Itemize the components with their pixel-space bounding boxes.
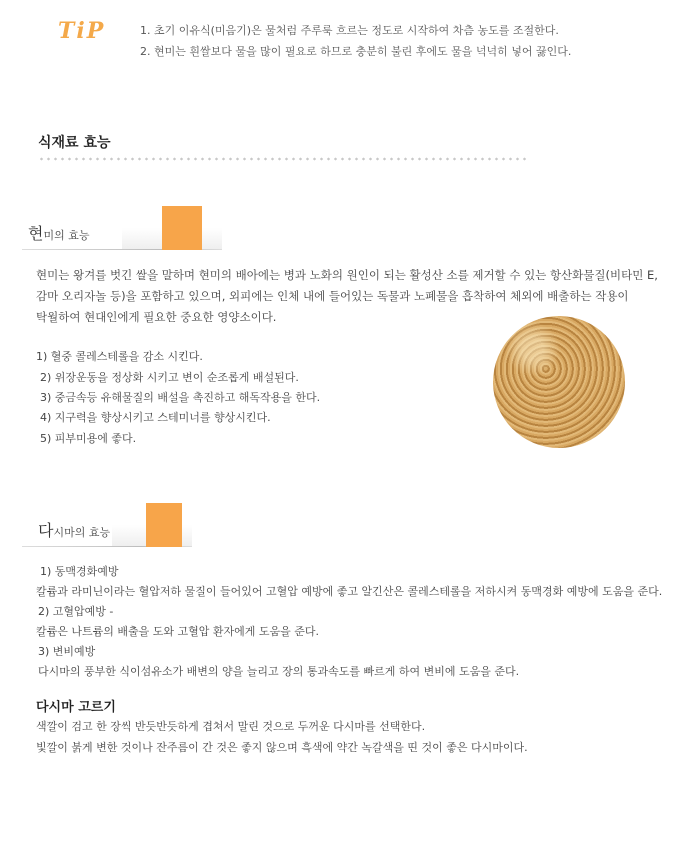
benefit-item: 2) 위장운동을 정상화 시키고 변이 순조롭게 배설된다. [40, 371, 299, 384]
kelp-line: 3) 변비예방 [38, 645, 96, 658]
kelp-choose-title: 다시마 고르기 [36, 700, 116, 715]
kelp-heading [22, 503, 192, 547]
benefit-item: 4) 지구력을 향상시키고 스테미너를 향상시킨다. [40, 411, 271, 424]
paragraph-line: 현미는 왕겨를 벗긴 쌀을 말하며 현미의 배아에는 병과 노화의 원인이 되는 활성산 소를 제거할 수 있는 항산화물질(비타민 E, [36, 268, 658, 282]
tip-logo: TiP [58, 18, 106, 44]
kelp-line: 칼륨과 라미닌이라는 혈압저하 물질이 들어있어 고혈압 예방에 좋고 알긴산은 콜레스테롤을 저하시켜 동맥경화 예방에 도움을 준다. [36, 585, 663, 598]
heading-orange-square [162, 206, 202, 250]
heading-initial: 현 [28, 224, 44, 243]
brown-rice-heading-label [28, 221, 89, 244]
kelp-line: 칼륨은 나트륨의 배출을 도와 고혈압 환자에게 도움을 준다. [36, 625, 319, 638]
section-title: 식재료 효능 [38, 135, 111, 151]
paragraph-line: 탁월하여 현대인에게 필요한 중요한 영양소이다. [36, 310, 277, 324]
tip-line-1: 1. 초기 이유식(미음기)은 물처럼 주루룩 흐르는 정도로 시작하여 차츰 농도를 조절한다. [140, 24, 559, 37]
heading-rest: 시마의 효능 [53, 526, 111, 539]
heading-rest: 미의 효능 [43, 229, 90, 242]
kelp-line: 2) 고혈압예방 - [38, 605, 114, 618]
benefit-item: 3) 중금속등 유해물질의 배설을 촉진하고 해독작용을 한다. [40, 391, 321, 404]
brown-rice-heading [22, 206, 222, 250]
tip-line-2: 2. 현미는 흰쌀보다 물을 많이 필요로 하므로 충분히 불린 후에도 물을 넉넉히 넣어 끓인다. [140, 45, 572, 58]
dotted-divider [38, 157, 528, 161]
kelp-line: 1) 동맥경화예방 [40, 565, 119, 578]
heading-initial: 다 [38, 521, 54, 540]
kelp-heading-label [38, 518, 110, 541]
benefit-item: 1) 혈중 콜레스테롤을 감소 시킨다. [36, 350, 203, 363]
kelp-choose-line: 색깔이 검고 한 장씩 반듯반듯하게 겹쳐서 말린 것으로 두꺼운 다시마를 선택한다. [36, 720, 426, 733]
kelp-choose-line: 빛깔이 붉게 변한 것이나 잔주름이 간 것은 좋지 않으며 흑색에 약간 녹갈색을 띤 것이 좋은 다시마이다. [36, 741, 528, 754]
heading-orange-square [146, 503, 182, 547]
paragraph-line: 감마 오리자놀 등)을 포함하고 있으며, 외피에는 인체 내에 들어있는 독물과 노폐물을 흡착하여 체외에 배출하는 작용이 [36, 289, 629, 303]
brown-rice-image [493, 316, 625, 448]
kelp-line: 다시마의 풍부한 식이섬유소가 배변의 양을 늘리고 장의 통과속도를 빠르게 하여 변비에 도움을 준다. [38, 665, 520, 678]
benefit-item: 5) 피부미용에 좋다. [40, 432, 137, 445]
